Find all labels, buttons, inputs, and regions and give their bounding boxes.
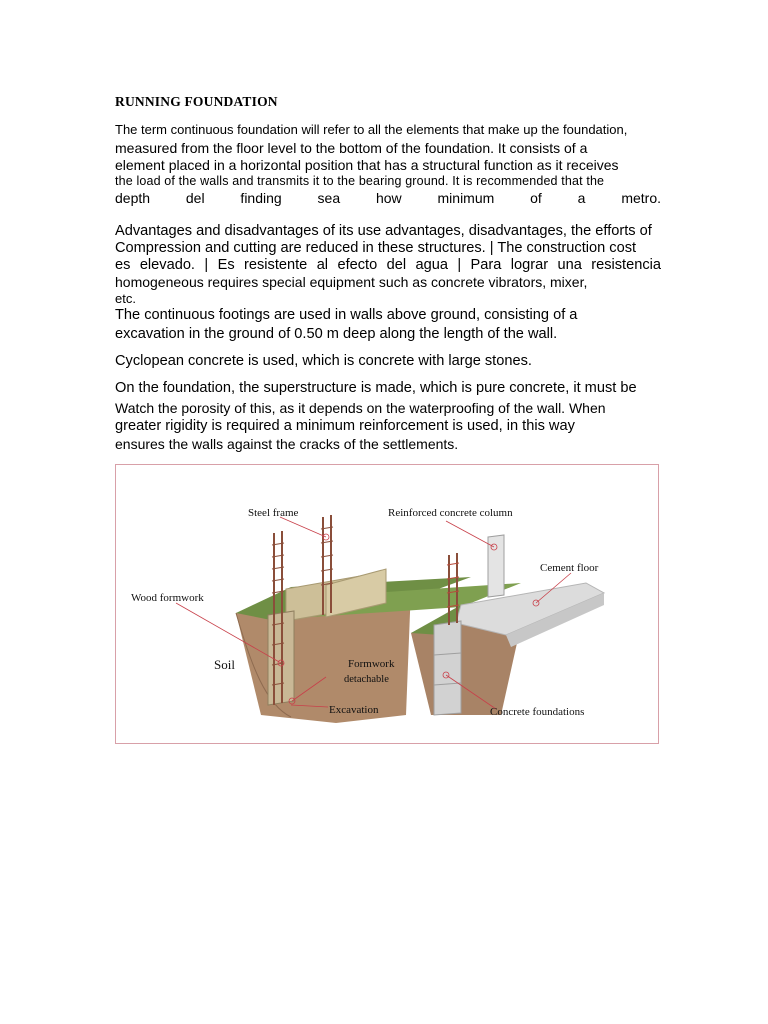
- label-steel-frame: Steel frame: [248, 507, 299, 519]
- body-line: measured from the floor level to the bottom of the foundation. It consists of a: [115, 140, 588, 156]
- body-line: Advantages and disadvantages of its use advantages, disadvantages, the efforts of: [115, 223, 652, 239]
- body-line: excavation in the ground of 0.50 m deep along the length of the wall.: [115, 326, 558, 342]
- label-formwork: Formwork: [348, 658, 395, 670]
- body-line: Cyclopean concrete is used, which is concrete with large stones.: [115, 353, 532, 369]
- concrete-foundation: [434, 621, 461, 715]
- foundation-illustration: [115, 464, 659, 744]
- body-line: On the foundation, the superstructure is made, which is pure concrete, it must be: [115, 380, 637, 396]
- body-line: es elevado. | Es resistente al efecto del agua | Para lograr una resistencia: [115, 257, 661, 273]
- body-line: Watch the porosity of this, as it depends on the waterproofing of the wall. When: [115, 400, 606, 416]
- label-cement-floor: Cement floor: [540, 562, 599, 574]
- foundation-diagram: [116, 465, 660, 745]
- body-line: homogeneous requires special equipment such as concrete vibrators, mixer,: [115, 274, 588, 290]
- section-heading: RUNNING FOUNDATION: [115, 94, 278, 109]
- label-detachable: detachable: [344, 674, 389, 685]
- label-soil: Soil: [214, 657, 235, 672]
- label-wood-formwork: Wood formwork: [131, 592, 204, 604]
- body-line: element placed in a horizontal position that has a structural function as it receives: [115, 157, 619, 173]
- body-line: ensures the walls against the cracks of the settlements.: [115, 436, 459, 452]
- label-concrete-foundations: Concrete foundations: [490, 706, 585, 718]
- body-line: greater rigidity is required a minimum reinforcement is used, in this way: [115, 418, 575, 434]
- label-excavation: Excavation: [329, 704, 379, 716]
- body-line: etc.: [115, 291, 136, 306]
- body-line: the load of the walls and transmits it to the bearing ground. It is recommended that the: [115, 174, 605, 188]
- body-line: The term continuous foundation will refer to all the elements that make up the foundation,: [115, 122, 628, 137]
- body-line: Compression and cutting are reduced in these structures. | The construction cost: [115, 240, 637, 256]
- label-reinforced-column: Reinforced concrete column: [388, 507, 513, 519]
- body-line: depth del finding sea how minimum of a metro.: [115, 190, 661, 206]
- body-line: The continuous footings are used in walls above ground, consisting of a: [115, 307, 578, 323]
